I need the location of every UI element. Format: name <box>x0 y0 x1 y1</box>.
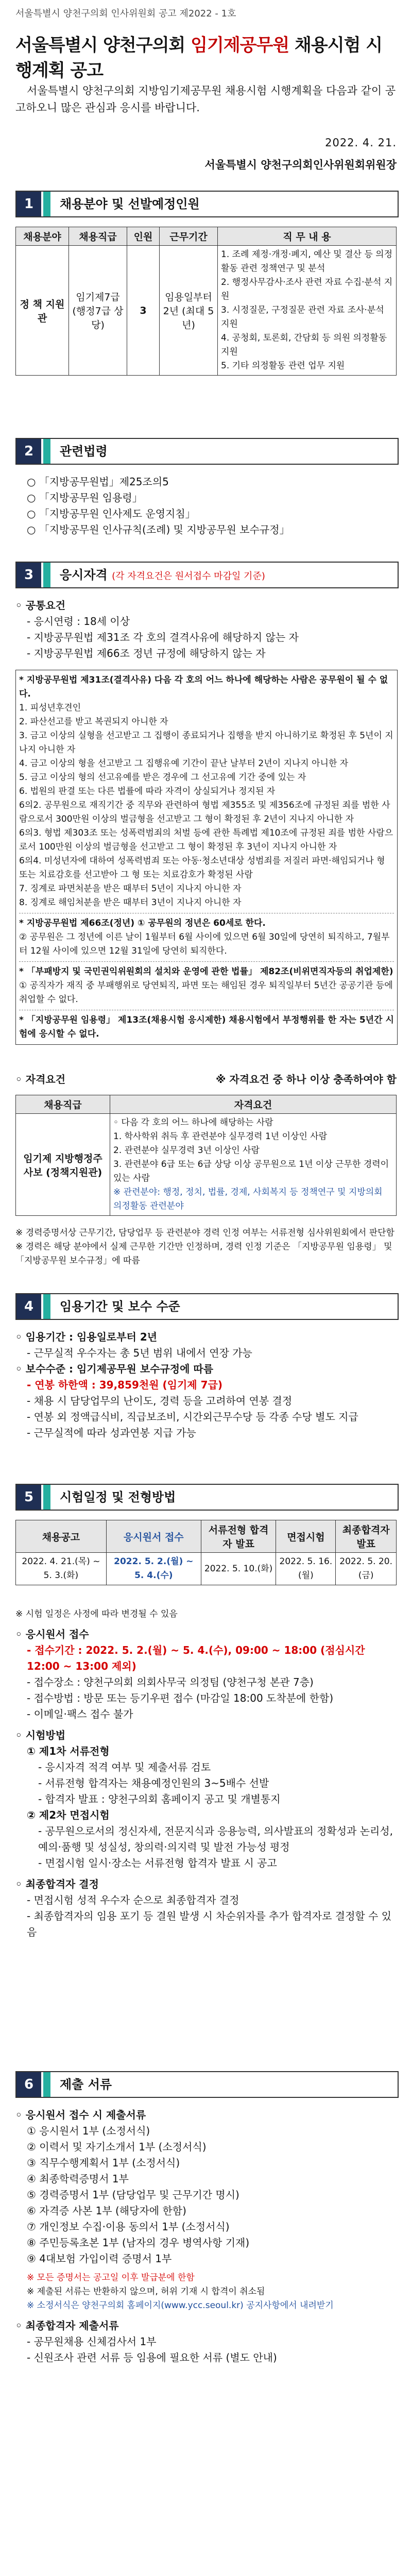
qualification-heading-row: ◦ 자격요건 ※ 자격요건 중 하나 이상 충족하여야 함 <box>15 1072 397 1088</box>
duty-item: 2. 행정사무감사·조사 관련 자료 수집·분석 지원 <box>221 277 393 301</box>
schedule-cell: 2022. 5. 2.(월) ~ 5. 4.(수) <box>106 1553 201 1585</box>
subheading: ◦ 공통요건 <box>15 599 66 612</box>
box-line: 7. 징계로 파면처분을 받은 때부터 5년이 지나지 아니한 자 <box>19 884 242 894</box>
method-item: - 응시자격 적격 여부 및 제출서류 검토 <box>38 1761 211 1773</box>
detail-item: - 채용 시 담당업무의 난이도, 경력 등을 고려하여 연봉 결정 <box>27 1395 293 1407</box>
term-and-pay <box>15 1329 397 1441</box>
section-3-header <box>15 562 399 588</box>
document-item: ⑧ 주민등록초본 1부 (남자의 경우 병역사항 기재) <box>27 2236 250 2249</box>
section-number: 1 <box>16 192 41 216</box>
section-1-header <box>15 191 399 217</box>
section-accent-bar <box>43 1294 50 1319</box>
method-item: - 합격자 발표 : 양천구의회 홈페이지 공고 및 개별통지 <box>38 1793 281 1805</box>
apply-item: - 이메일·팩스 접수 불가 <box>27 1708 133 1720</box>
document-item: ⑤ 경력증명서 1부 (담당업무 및 근무기간 명시) <box>27 2189 239 2201</box>
box-title: * 「지방공무원 임용령」 제13조(채용시험 응시제한) 채용시험에서 부정행위를 한 자는 5년간 시험에 응시할 수 없다. <box>19 1015 394 1039</box>
table-row <box>16 1114 397 1216</box>
duty-item: 3. 시정질문, 구정질문 관련 자료 조사·분석 지원 <box>221 305 384 329</box>
method-item: - 공무원으로서의 정신자세, 전문지식과 응용능력, 의사발표의 정확성과 논리성, 예의·품행 및 성실성, 창의력·의지력 및 발전 가능성 평정 <box>38 1825 393 1853</box>
announcement-date: 2022. 4. 21. <box>325 137 397 149</box>
section-2-header <box>15 438 399 465</box>
table-header-row <box>16 1095 397 1114</box>
schedule-cell: 2022. 4. 21.(목) ~ 5. 3.(화) <box>16 1553 107 1585</box>
table-header: 직 무 내 용 <box>218 227 397 246</box>
document-item: ① 응시원서 1부 (소정서식) <box>27 2125 150 2137</box>
section-title: 시험일정 및 전형방법 <box>60 1490 176 1504</box>
method-item: - 면접시험 일시·장소는 서류전형 합격자 발표 시 공고 <box>38 1857 277 1869</box>
section-title: 채용분야 및 선발예정인원 <box>60 197 200 211</box>
final-item: - 최종합격자의 임용 포기 등 결원 발생 시 차순위자를 추가 합격자로 결정할 수 있음 <box>27 1910 392 1938</box>
qualification-line: 3. 관련분야 6급 또는 6급 상당 이상 공무원으로 1년 이상 근무한 경력이 있는 사람 <box>113 1159 389 1183</box>
disqualification-box <box>15 670 398 1045</box>
table-header: 자격요건 <box>110 1095 397 1114</box>
period-cell: 임용일부터 2년 (최대 5년) <box>160 246 218 376</box>
box-line: 2. 파산선고를 받고 복권되지 아니한 자 <box>19 717 168 727</box>
page-title <box>15 31 397 81</box>
table-header: 채용직급 <box>16 1095 110 1114</box>
section-number: 6 <box>16 2072 41 2097</box>
detail-item: - 연봉 하한액 : 39,859천원 (임기제 7급) <box>27 1379 222 1391</box>
table-header: 채용공고 <box>16 1520 107 1553</box>
subheading: ◦ 최종합격자 제출서류 <box>15 2319 119 2332</box>
announcement-number: 서울특별시 양천구의회 인사위원회 공고 제2022 - 1호 <box>15 8 236 19</box>
method-item: ② 제2차 면접시험 <box>27 1809 110 1821</box>
qualification-line: 1. 학사학위 취득 후 관련분야 실무경력 1년 이상인 사람 <box>113 1131 328 1142</box>
common-requirements <box>15 598 397 662</box>
box-line: 4. 금고 이상의 형을 선고받고 그 집행유예 기간이 끝난 날부터 2년이 지나지 아니한 자 <box>19 758 349 769</box>
schedule-table <box>15 1520 397 1585</box>
law-item: ○ 「지방공무원 인사규칙(조례) 및 지방공무원 보수규정」 <box>27 523 290 536</box>
grade-cell: 임기제 지방행정주사보 (정책지원관) <box>16 1114 110 1216</box>
requirement-item: - 응시연령 : 18세 이상 <box>27 615 130 628</box>
field-cell: 정 책 지원관 <box>16 246 69 376</box>
box-title: * 지방공무원법 제66조(정년) ① 공무원의 정년은 60세로 한다. <box>19 918 266 928</box>
table-header: 면접시험 <box>276 1520 336 1553</box>
table-header: 근무기간 <box>160 227 218 246</box>
duty-item: 5. 기타 의정활동 관련 업무 지원 <box>221 361 345 371</box>
detail-item: - 근무실적 우수자는 총 5년 범위 내에서 연장 가능 <box>27 1347 252 1359</box>
divider <box>19 961 394 962</box>
document-note: ※ 제출된 서류는 반환하지 않으며, 허위 기재 시 합격이 취소됨 <box>27 2286 265 2297</box>
table-header: 인원 <box>127 227 160 246</box>
box-line: 5. 금고 이상의 형의 선고유예를 받은 경우에 그 선고유예 기간 중에 있는 자 <box>19 772 306 783</box>
qualification-cell <box>110 1114 397 1216</box>
law-item: ○ 「지방공무원 임용령」 <box>27 492 143 504</box>
duties-cell <box>218 246 397 376</box>
duty-item: 4. 공청회, 토론회, 간담회 등 의원 의정활동 지원 <box>221 333 387 357</box>
schedule-cell: 2022. 5. 20.(금) <box>336 1553 397 1585</box>
title-highlight: 임기제공무원 <box>191 35 289 56</box>
document-item: - 신원조사 관련 서류 등 임용에 필요한 서류 (별도 안내) <box>27 2351 277 2364</box>
box-line: 8. 징계로 해임처분을 받은 때부터 3년이 지나지 아니한 자 <box>19 897 242 908</box>
table-header: 채용직급 <box>69 227 127 246</box>
box-line: 1. 피성년후견인 <box>19 703 81 713</box>
duty-item: 1. 조례 제정·개정·폐지, 예산 및 결산 등 의정활동 관련 정책연구 및 분석 <box>221 249 393 274</box>
requirement-item: - 지방공무원법 제31조 각 호의 결격사유에 해당하지 않는 자 <box>27 631 299 643</box>
title-part-1: 서울특별시 양천구의회 <box>15 35 191 56</box>
box-title: * 「부패방지 및 국민권익위원회의 설치와 운영에 관한 법률」 제82조(비위면직자등의 취업제한) <box>19 967 393 977</box>
schedule-note: ※ 시험 일정은 사정에 따라 변경될 수 있음 <box>15 1609 178 1619</box>
apply-item: - 접수방법 : 방문 또는 등기우편 접수 (마감일 18:00 도착분에 한함) <box>27 1692 334 1704</box>
document-item: ② 이력서 및 자기소개서 1부 (소정서식) <box>27 2141 207 2153</box>
box-line: ② 공무원은 그 정년에 이른 날이 1월부터 6월 사이에 있으면 6월 30일에 당연히 퇴직하고, 7월부터 12월 사이에 있으면 12월 31일에 당연히 퇴직한다. <box>19 932 390 956</box>
box-line: 6의2. 공무원으로 재직기간 중 직무와 관련하여 형법 제355조 및 제356조에 규정된 죄를 범한 사람으로서 300만원 이상의 벌금형을 선고받고 그 형이 확정된 후 2년이 지나지 아니한 자 <box>19 800 390 824</box>
table-row <box>16 246 397 376</box>
box-line: 6. 법원의 판결 또는 다른 법률에 따라 자격이 상실되거나 정지된 자 <box>19 786 276 796</box>
footnote: ※ 경력증명서상 근무기간, 담당업무 등 관련분야 경력 인정 여부는 서류전형 심사위원회에서 판단함 <box>15 1228 394 1238</box>
schedule-cell: 2022. 5. 10.(화) <box>201 1553 276 1585</box>
document-item: ③ 직무수행계획서 1부 (소정서식) <box>27 2157 180 2169</box>
qualification-line: 2. 관련분야 실무경력 3년 이상인 사람 <box>113 1145 260 1156</box>
section-accent-bar <box>43 563 50 587</box>
subheading: ◦ 최종합격자 결정 <box>15 1878 99 1890</box>
table-header: 응시원서 접수 <box>106 1520 201 1553</box>
box-line: 6의4. 미성년자에 대하여 성폭력범죄 또는 아동·청소년대상 성범죄를 저질러 파면·해임되거나 형 또는 치료감호를 선고받아 그 형 또는 치료감호가 확정된 사람 <box>19 856 385 880</box>
final-item: - 면접시험 성적 우수자 순으로 최종합격자 결정 <box>27 1894 239 1906</box>
section-number: 5 <box>16 1485 41 1510</box>
qualification-footnotes <box>15 1226 397 1268</box>
method-item: ① 제1차 서류전형 <box>27 1745 110 1757</box>
section-4-header <box>15 1293 399 1320</box>
section-title: 임용기간 및 보수 수준 <box>60 1299 180 1314</box>
section-title-note: (각 자격요건은 원서접수 마감일 기준) <box>112 571 265 582</box>
section-title: 응시자격 (각 자격요건은 원서접수 마감일 기준) <box>60 568 265 582</box>
section-number: 3 <box>16 563 41 587</box>
issuing-organization: 서울특별시 양천구의회인사위원회위원장 <box>204 159 397 171</box>
table-header: 서류전형 합격자 발표 <box>201 1520 276 1553</box>
section-accent-bar <box>43 192 50 216</box>
qualification-heading <box>15 1072 397 1088</box>
apply-item: - 접수장소 : 양천구의회 의회사무국 의정팀 (양천구청 본관 7층) <box>27 1676 314 1688</box>
subheading: ◦ 응시원서 접수 시 제출서류 <box>15 2109 146 2121</box>
schedule-cell: 2022. 5. 16.(월) <box>276 1553 336 1585</box>
box-line: 6의3. 형법 제303조 또는 성폭력범죄의 처벌 등에 관한 특례법 제10조에 규정된 죄를 범한 사람으로서 100만원 이상의 벌금형을 선고받고 그 형이 확정된 후 3년이 지나지 아니한 자 <box>19 828 393 852</box>
document-item: ⑥ 자격증 사본 1부 (해당자에 한함) <box>27 2205 186 2217</box>
method-item: - 서류전형 합격자는 채용예정인원의 3~5배수 선발 <box>38 1777 269 1789</box>
section-5-header <box>15 1484 399 1511</box>
section-number: 4 <box>16 1294 41 1319</box>
section-title: 관련법령 <box>60 444 108 459</box>
law-item: ○ 「지방공무원 인사제도 운영지침」 <box>27 507 196 520</box>
table-header-row <box>16 227 397 246</box>
schedule-details <box>15 1607 397 1940</box>
document-note: ※ 소정서식은 양천구의회 홈페이지(www.ycc.seoul.kr) 공지사항에서 내려받기 <box>27 2300 334 2311</box>
subheading: ◦ 임용기간 : 임용일로부터 2년 <box>15 1331 158 1343</box>
subheading: ◦ 응시원서 접수 <box>15 1628 89 1640</box>
detail-item: - 연봉 외 정액급식비, 직급보조비, 시간외근무수당 등 각종 수당 별도 지급 <box>27 1411 358 1423</box>
table-header-row <box>16 1520 397 1553</box>
section-title: 제출 서류 <box>60 2077 112 2092</box>
table-header: 최종합격자 발표 <box>336 1520 397 1553</box>
qualification-table <box>15 1095 397 1216</box>
box-line: 3. 금고 이상의 실형을 선고받고 그 집행이 종료되거나 집행을 받지 아니하기로 확정된 후 5년이 지나지 아니한 자 <box>19 731 393 755</box>
section-accent-bar <box>43 1485 50 1510</box>
section-accent-bar <box>43 439 50 464</box>
grade-cell: 임기제7급 (행정7급 상당) <box>69 246 127 376</box>
table-header: 채용분야 <box>16 227 69 246</box>
qualification-line: ※ 관련분야: 행정, 정치, 법률, 경제, 사회복지 등 정책연구 및 지방의회 의정활동 관련분야 <box>113 1187 383 1211</box>
count-cell: 3 <box>127 246 160 376</box>
subheading: ◦ 보수수준 : 임기제공무원 보수규정에 따름 <box>15 1363 214 1375</box>
qualification-line: ◦ 다음 각 호의 어느 하나에 해당하는 사람 <box>113 1117 273 1128</box>
box-title: * 지방공무원법 제31조(결격사유) 다음 각 호의 어느 하나에 해당하는 사람은 공무원이 될 수 없다. <box>19 675 388 699</box>
footnote: ※ 경력은 해당 분야에서 실제 근무한 기간만 인정하며, 경력 인정 기준은 「지방공무원 임용령」 및 「지방공무원 보수규정」에 따름 <box>15 1242 392 1266</box>
intro-text: 서울특별시 양천구의회 지방임기제공무원 채용시험 시행계획을 다음과 같이 공고하오니 많은 관심과 응시를 바랍니다. <box>15 84 396 114</box>
document-item: - 공무원채용 신체검사서 1부 <box>27 2335 157 2348</box>
qualification-note: ※ 자격요건 중 하나 이상 충족하여야 함 <box>215 1073 397 1086</box>
recruitment-table <box>15 227 397 376</box>
document-item: ④ 최종학력증명서 1부 <box>27 2173 129 2185</box>
requirement-item: - 지방공무원법 제66조 정년 규정에 해당하지 않는 자 <box>27 647 266 659</box>
table-row <box>16 1553 397 1585</box>
documents-list <box>15 2107 397 2366</box>
document-item: ⑦ 개인정보 수집·이용 동의서 1부 (소정서식) <box>27 2221 230 2233</box>
law-item: ○ 「지방공무원법」제25조의5 <box>27 476 169 488</box>
document-note: ※ 모든 증명서는 공고일 이후 발급분에 한함 <box>27 2273 195 2283</box>
box-line: ① 공직자가 재직 중 부패행위로 당연퇴직, 파면 또는 해임된 경우 퇴직일부터 5년간 공공기관 등에 취업할 수 없다. <box>19 980 393 1005</box>
section-6-header <box>15 2071 399 2098</box>
laws-list <box>15 474 397 538</box>
detail-item: - 근무실적에 따라 성과연봉 지급 가능 <box>27 1427 196 1439</box>
subheading: ◦ 시험방법 <box>15 1729 66 1741</box>
apply-item: - 접수기간 : 2022. 5. 2.(월) ~ 5. 4.(수), 09:00 ~ 18:00 (점심시간 12:00 ~ 13:00 제외) <box>27 1644 365 1672</box>
section-accent-bar <box>43 2072 50 2097</box>
title-part-3: 채용시험 시행계획 공고 <box>15 35 383 81</box>
section-number: 2 <box>16 439 41 464</box>
document-item: ⑨ 4대보험 가입이력 증명서 1부 <box>27 2252 172 2265</box>
